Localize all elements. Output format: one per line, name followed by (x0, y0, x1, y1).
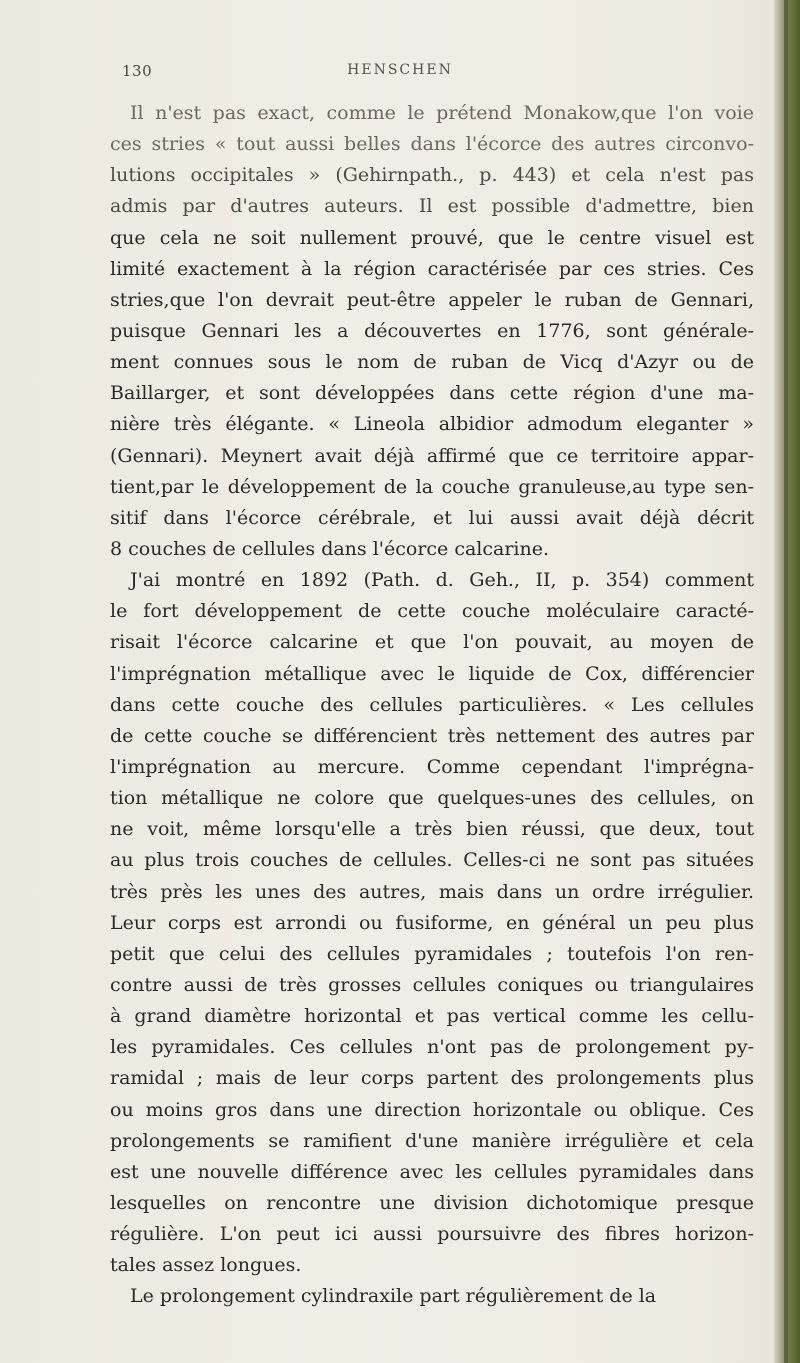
text-line: Leur corps est arrondi ou fusiforme, en général un peu plus (110, 911, 754, 934)
page-header (0, 62, 800, 82)
text-line: nière très élégante. « Lineola albidior admodum eleganter » (110, 413, 754, 436)
text-line: est une nouvelle différence avec les cellules pyramidales dans (110, 1160, 754, 1183)
text-line: ne voit, même lorsqu'elle a très bien réussi, que deux, tout (110, 818, 754, 841)
text-line: très près les unes des autres, mais dans un ordre irrégulier. (110, 880, 754, 903)
text-line: ment connues sous le nom de ruban de Vicq d'Azyr ou de (110, 351, 754, 374)
text-line: dans cette couche des cellules particulières. « Les cellules (110, 693, 754, 716)
text-line: Le prolongement cylindraxile part régulièrement de la (130, 1285, 657, 1308)
text-line: l'imprégnation au mercure. Comme cependant l'imprégna- (110, 755, 754, 778)
text-line: 8 couches de cellules dans l'écorce calcarine. (110, 537, 550, 560)
text-line: (Gennari). Meynert avait déjà affirmé que ce territoire appar- (110, 444, 754, 467)
text-line: J'ai montré en 1892 (Path. d. Geh., II, p. 354) comment (130, 569, 754, 592)
text-line: sitif dans l'écorce cérébrale, et lui aussi avait déjà décrit (110, 506, 754, 529)
running-head: HENSCHEN (347, 62, 453, 78)
text-line: le fort développement de cette couche moléculaire caracté- (110, 600, 754, 623)
text-line: l'imprégnation métallique avec le liquide de Cox, différencier (110, 662, 754, 685)
text-line: lutions occipitales » (Gehirnpath., p. 443) et cela n'est pas (110, 164, 754, 187)
text-line: les pyramidales. Ces cellules n'ont pas de prolongement py- (110, 1036, 754, 1059)
binding-shadow (784, 0, 788, 1363)
text-line: lesquelles on rencontre une division dichotomique presque (110, 1191, 754, 1214)
text-line: risait l'écorce calcarine et que l'on pouvait, au moyen de (110, 631, 754, 654)
text-line: puisque Gennari les a découvertes en 1776, sont générale- (110, 319, 754, 342)
text-line: tient,par le développement de la couche granuleuse,au type sen- (110, 475, 754, 498)
text-line: admis par d'autres auteurs. Il est possible d'admettre, bien (110, 195, 754, 218)
text-line: stries,que l'on devrait peut-être appeler le ruban de Gennari, (110, 288, 754, 311)
text-line: tales assez longues. (110, 1254, 302, 1277)
text-line: Il n'est pas exact, comme le prétend Monakow,que l'on voie (130, 102, 754, 124)
text-line: régulière. L'on peut ici aussi poursuivre des fibres horizon- (110, 1223, 754, 1246)
body-text (110, 98, 754, 1312)
text-line: tion métallique ne colore que quelques-unes des cellules, on (110, 787, 754, 810)
text-line: ramidal ; mais de leur corps partent des prolongements plus (110, 1067, 754, 1090)
text-line: au plus trois couches de cellules. Celles-ci ne sont pas situées (110, 849, 754, 872)
text-line: contre aussi de très grosses cellules coniques ou triangulaires (110, 973, 754, 996)
text-line: Baillarger, et sont développées dans cette région d'une ma- (110, 382, 754, 405)
text-line: à grand diamètre horizontal et pas vertical comme les cellu- (110, 1005, 754, 1028)
page-number: 130 (122, 62, 153, 80)
text-line: ces stries « tout aussi belles dans l'écorce des autres circonvo- (110, 133, 754, 156)
text-line: ou moins gros dans une direction horizontale ou oblique. Ces (110, 1098, 754, 1121)
text-line: de cette couche se différencient très nettement des autres par (110, 724, 754, 747)
text-line: que cela ne soit nullement prouvé, que le centre visuel est (110, 226, 754, 249)
text-line: limité exactement à la région caractérisée par ces stries. Ces (110, 257, 754, 280)
text-line: petit que celui des cellules pyramidales ; toutefois l'on ren- (110, 942, 754, 965)
text-line: prolongements se ramifient d'une manière irrégulière et cela (110, 1129, 754, 1152)
